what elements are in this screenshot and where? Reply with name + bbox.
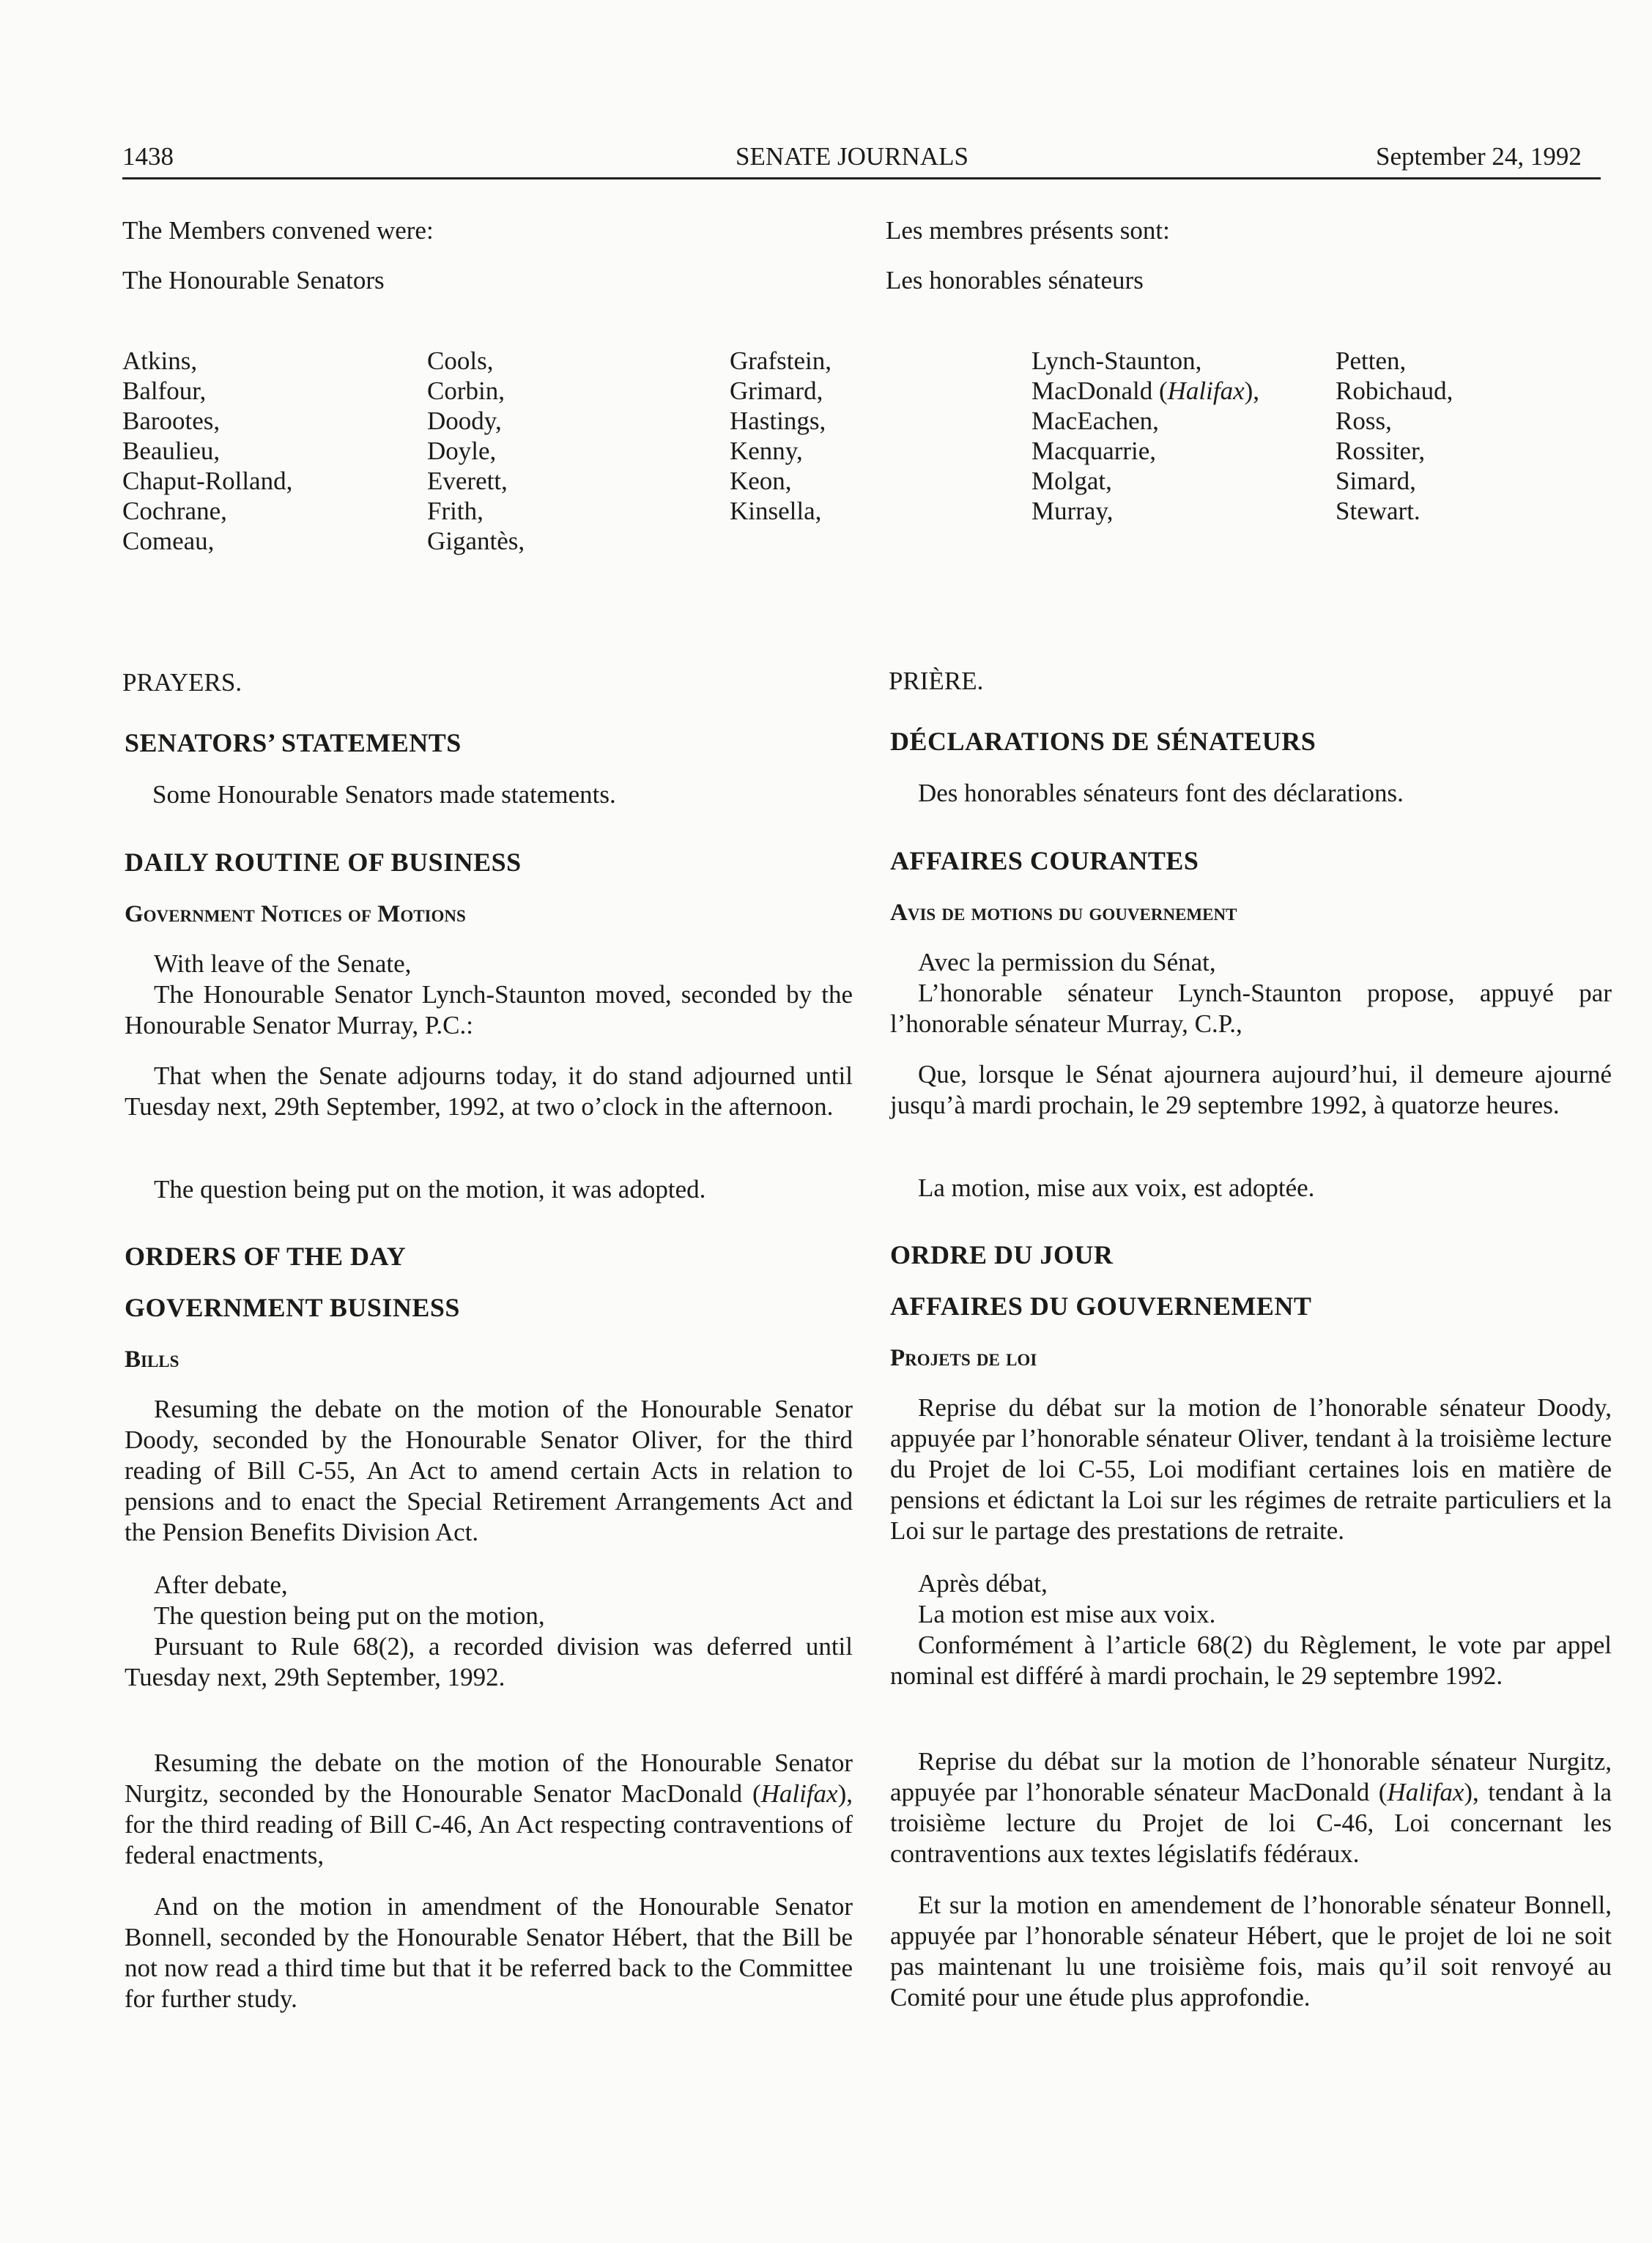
bill-c46-fr-part-1: Reprise du débat sur la motion de l’honorable sénateur Nurgitz, appuyée par l’honorable sénateur MacDonald ( xyxy=(890,1747,1612,1806)
amendment-fr: Et sur la motion en amendement de l’honorable sénateur Bonnell, appuyée par l’honorable sénateur Hébert, que le projet de loi ne soit pas maintenant lu une troisième fois, mais qu’il soit renvoyé au Comité pour une étude plus approfondie. xyxy=(890,1891,1612,2012)
senators-column-5 xyxy=(1336,346,1453,526)
senators-column-3 xyxy=(730,346,831,526)
journal-title: SENATE JOURNALS xyxy=(736,142,968,171)
after-debate-en: After debate, xyxy=(154,1571,288,1599)
senator-name: Beaulieu, xyxy=(122,437,221,465)
bill-c46-en-part-1: Resuming the debate on the motion of the Honourable Senator Nurgitz, seconded by the Honourable Senator MacDonald ( xyxy=(125,1749,853,1808)
honourable-senators-en: The Honourable Senators xyxy=(122,266,385,294)
bill-c55-fr: Reprise du débat sur la motion de l’honorable sénateur Doody, appuyée par l’honorable sénateur Oliver, tendant à la troisième lecture du Projet de loi C-55, Loi modifiant certaines lois en matière de pensions et édictant la Loi sur les régimes de retraite particuliers et la Loi sur le partage des prestations de retraite. xyxy=(890,1393,1612,1545)
senator-name: Petten, xyxy=(1336,346,1407,375)
bills-heading-fr: Projets de loi xyxy=(890,1345,1037,1371)
senator-name: Chaput-Rolland, xyxy=(122,467,293,495)
senator-name: Kinsella, xyxy=(730,497,822,525)
gov-business-heading-en: GOVERNMENT BUSINESS xyxy=(125,1293,460,1322)
bills-heading-en: Bills xyxy=(125,1346,179,1373)
senator-name: Kenny, xyxy=(730,437,803,465)
senator-name: Grimard, xyxy=(730,377,823,405)
prayers-fr: PRIÈRE. xyxy=(889,667,984,695)
senator-name: Simard, xyxy=(1336,467,1416,495)
orders-heading-en: ORDERS OF THE DAY xyxy=(125,1242,407,1271)
statements-text-fr: Des honorables sénateurs font des déclarations. xyxy=(918,779,1404,807)
senators-column-4 xyxy=(1031,346,1259,526)
senator-name: Stewart. xyxy=(1336,497,1421,525)
senator-name: Molgat, xyxy=(1031,467,1112,495)
senator-name-with-riding: MacDonald (Halifax), xyxy=(1031,377,1260,405)
bill-c46-en xyxy=(125,1748,853,1871)
statements-heading-fr: DÉCLARATIONS DE SÉNATEURS xyxy=(890,727,1316,756)
senator-name: Frith, xyxy=(427,497,484,525)
senator-name: Ross, xyxy=(1336,407,1392,435)
notices-heading-fr: Avis de motions du gouvernement xyxy=(890,900,1237,926)
senator-name: Hastings, xyxy=(730,407,826,435)
senator-name: Corbin, xyxy=(427,377,505,405)
bill-c46-fr xyxy=(890,1746,1612,1869)
senator-name: Doody, xyxy=(427,407,502,435)
question-put-en: The question being put on the motion, xyxy=(154,1601,545,1630)
header-rule xyxy=(122,177,1601,179)
senator-name: Balfour, xyxy=(122,377,207,405)
notices-heading-en: Government Notices of Motions xyxy=(125,901,466,927)
page-number: 1438 xyxy=(122,142,174,171)
senator-name: Everett, xyxy=(427,467,508,495)
motion-fr: Que, lorsque le Sénat ajournera aujourd’hui, il demeure ajourné jusqu’à mardi prochain, le 29 septembre 1992, à quatorze heures. xyxy=(890,1060,1612,1119)
senator-name: Grafstein, xyxy=(730,346,831,375)
question-put-fr: La motion est mise aux voix. xyxy=(918,1600,1216,1628)
senator-name: Murray, xyxy=(1031,497,1114,525)
senator-name: Gigantès, xyxy=(427,527,525,555)
journal-date: September 24, 1992 xyxy=(1376,142,1582,171)
senator-name: Comeau, xyxy=(122,527,215,555)
senator-name: Lynch-Staunton, xyxy=(1031,346,1202,375)
amendment-en: And on the motion in amendment of the Honourable Senator Bonnell, seconded by the Honourable Senator Hébert, that the Bill be not now read a third time but that it be referred back to the Committee for further study. xyxy=(125,1892,853,2013)
senator-name: Barootes, xyxy=(122,407,221,435)
senator-name: Doyle, xyxy=(427,437,497,465)
senator-name: MacEachen, xyxy=(1031,407,1159,435)
senators-column-2 xyxy=(427,346,525,556)
motion-en: That when the Senate adjourns today, it do stand adjourned until Tuesday next, 29th September, 1992, at two o’clock in the afternoon. xyxy=(125,1061,853,1121)
bill-c46-fr-halifax: Halifax xyxy=(1387,1778,1464,1806)
moved-fr: L’honorable sénateur Lynch-Staunton propose, appuyé par l’honorable sénateur Murray, C.P., xyxy=(890,979,1612,1038)
senator-name: Keon, xyxy=(730,467,792,495)
senator-name: Cools, xyxy=(427,346,494,375)
prayers-en: PRAYERS. xyxy=(122,668,242,697)
members-convened-en: The Members convened were: xyxy=(122,216,434,245)
bill-c46-fr-part-2: ), tendant à la troisième lecture du Projet de loi C-46, Loi concernant les contraventions aux textes législatifs fédéraux. xyxy=(890,1778,1612,1868)
senator-name: Cochrane, xyxy=(122,497,227,525)
leave-fr: Avec la permission du Sénat, xyxy=(918,948,1216,976)
statements-heading-en: SENATORS’ STATEMENTS xyxy=(125,728,462,757)
after-debate-fr: Après débat, xyxy=(918,1569,1048,1598)
bill-c46-en-halifax: Halifax xyxy=(760,1779,838,1808)
adopted-en: The question being put on the motion, it was adopted. xyxy=(154,1175,706,1204)
senator-name: Rossiter, xyxy=(1336,437,1426,465)
leave-en: With leave of the Senate, xyxy=(154,949,412,978)
routine-heading-fr: AFFAIRES COURANTES xyxy=(890,846,1199,875)
bill-c46-en-part-2: ), for the third reading of Bill C-46, An Act respecting contraventions of federal enactments, xyxy=(125,1779,853,1869)
bill-c55-en: Resuming the debate on the motion of the Honourable Senator Doody, seconded by the Honourable Senator Oliver, for the third reading of Bill C-55, An Act to amend certain Acts in relation to pensions and to enact the Special Retirement Arrangements Act and the Pension Benefits Division Act. xyxy=(125,1395,853,1546)
routine-heading-en: DAILY ROUTINE OF BUSINESS xyxy=(125,848,522,877)
pursuant-fr: Conformément à l’article 68(2) du Règlement, le vote par appel nominal est différé à mardi prochain, le 29 septembre 1992. xyxy=(890,1631,1612,1690)
orders-heading-fr: ORDRE DU JOUR xyxy=(890,1240,1114,1269)
senator-name: Atkins, xyxy=(122,346,198,375)
pursuant-en: Pursuant to Rule 68(2), a recorded division was deferred until Tuesday next, 29th September, 1992. xyxy=(125,1632,853,1691)
senator-name: Macquarrie, xyxy=(1031,437,1157,465)
statements-text-en: Some Honourable Senators made statements. xyxy=(152,780,616,809)
members-convened-fr: Les membres présents sont: xyxy=(886,216,1170,245)
senator-name: Robichaud, xyxy=(1336,377,1453,405)
honourable-senators-fr: Les honorables sénateurs xyxy=(886,266,1144,294)
gov-business-heading-fr: AFFAIRES DU GOUVERNEMENT xyxy=(890,1291,1312,1321)
adopted-fr: La motion, mise aux voix, est adoptée. xyxy=(918,1174,1315,1202)
moved-en: The Honourable Senator Lynch-Staunton moved, seconded by the Honourable Senator Murray, P.C.: xyxy=(125,980,853,1039)
senators-column-1 xyxy=(122,346,292,556)
